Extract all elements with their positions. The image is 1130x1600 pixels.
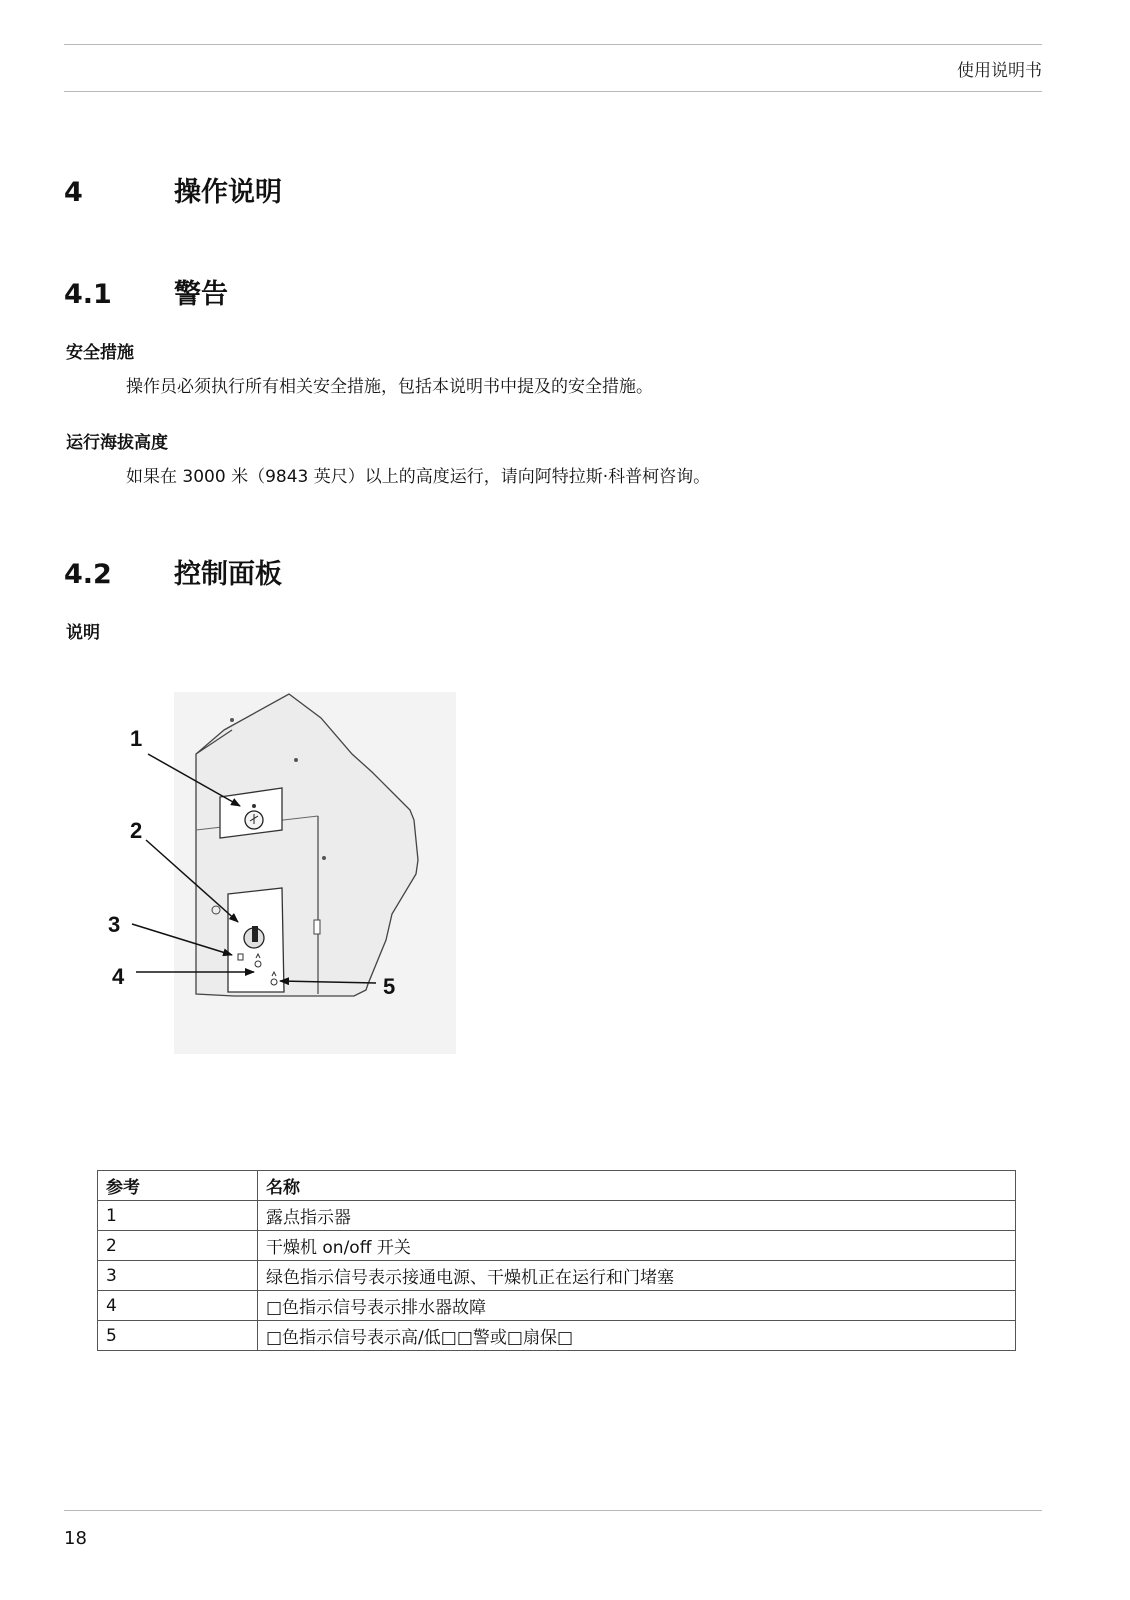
table-cell-name: 干燥机 on/off 开关: [258, 1231, 1016, 1261]
indicator-led-icon: [252, 804, 256, 808]
column-header-reference: 参考: [98, 1171, 258, 1201]
safety-measures-text: 操作员必须执行所有相关安全措施，包括本说明书中提及的安全措施。: [126, 377, 653, 397]
table-cell-name: □色指示信号表示高/低□□警或□扇保□: [258, 1321, 1016, 1351]
section-title: 控制面板: [174, 559, 282, 590]
table-row: [98, 1291, 1016, 1321]
altitude-label: 运行海拔高度: [66, 433, 168, 453]
callout-label-5: 5: [383, 974, 396, 999]
control-panel-figure: [96, 692, 456, 1054]
table-cell-reference: 4: [98, 1291, 258, 1321]
callout-label-3: 3: [108, 912, 121, 937]
page-number: 18: [64, 1528, 87, 1549]
table-cell-name: 露点指示器: [258, 1201, 1016, 1231]
header-rule-bottom: [64, 91, 1042, 92]
footer-rule: [64, 1510, 1042, 1511]
table-row: [98, 1201, 1016, 1231]
safety-measures-label: 安全措施: [66, 343, 134, 363]
screw-icon: [294, 758, 298, 762]
table-cell-reference: 2: [98, 1231, 258, 1261]
header-rule-top: [64, 44, 1042, 45]
table-cell-name: □色指示信号表示排水器故障: [258, 1291, 1016, 1321]
description-label: 说明: [66, 623, 100, 643]
section-4-2-heading: [64, 552, 282, 591]
section-number: 4.1: [64, 279, 112, 310]
column-header-name: 名称: [258, 1171, 1016, 1201]
document-header-title: 使用说明书: [957, 61, 1042, 81]
section-4-1-heading: [64, 272, 228, 311]
section-4-heading: [64, 170, 282, 209]
door-latch: [314, 920, 320, 934]
callout-label-2: 2: [130, 818, 143, 843]
screw-icon: [322, 856, 326, 860]
screw-icon: [230, 718, 234, 722]
table-cell-reference: 3: [98, 1261, 258, 1291]
section-number: 4: [64, 177, 83, 208]
table-row: [98, 1261, 1016, 1291]
section-number: 4.2: [64, 559, 112, 590]
table-cell-reference: 5: [98, 1321, 258, 1351]
table-row: [98, 1231, 1016, 1261]
table-cell-reference: 1: [98, 1201, 258, 1231]
control-panel-drawing: [96, 692, 456, 1054]
altitude-text: 如果在 3000 米（9843 英尺）以上的高度运行，请向阿特拉斯·科普柯咨询。: [126, 467, 711, 487]
section-title: 警告: [174, 279, 228, 310]
section-title: 操作说明: [174, 177, 282, 208]
callout-label-4: 4: [112, 964, 125, 989]
switch-handle-icon: [252, 926, 258, 942]
table-row: [98, 1321, 1016, 1351]
table-cell-name: 绿色指示信号表示接通电源、干燥机正在运行和门堵塞: [258, 1261, 1016, 1291]
callout-label-1: 1: [130, 726, 143, 751]
reference-table: [97, 1170, 1016, 1351]
table-header-row: [98, 1171, 1016, 1201]
